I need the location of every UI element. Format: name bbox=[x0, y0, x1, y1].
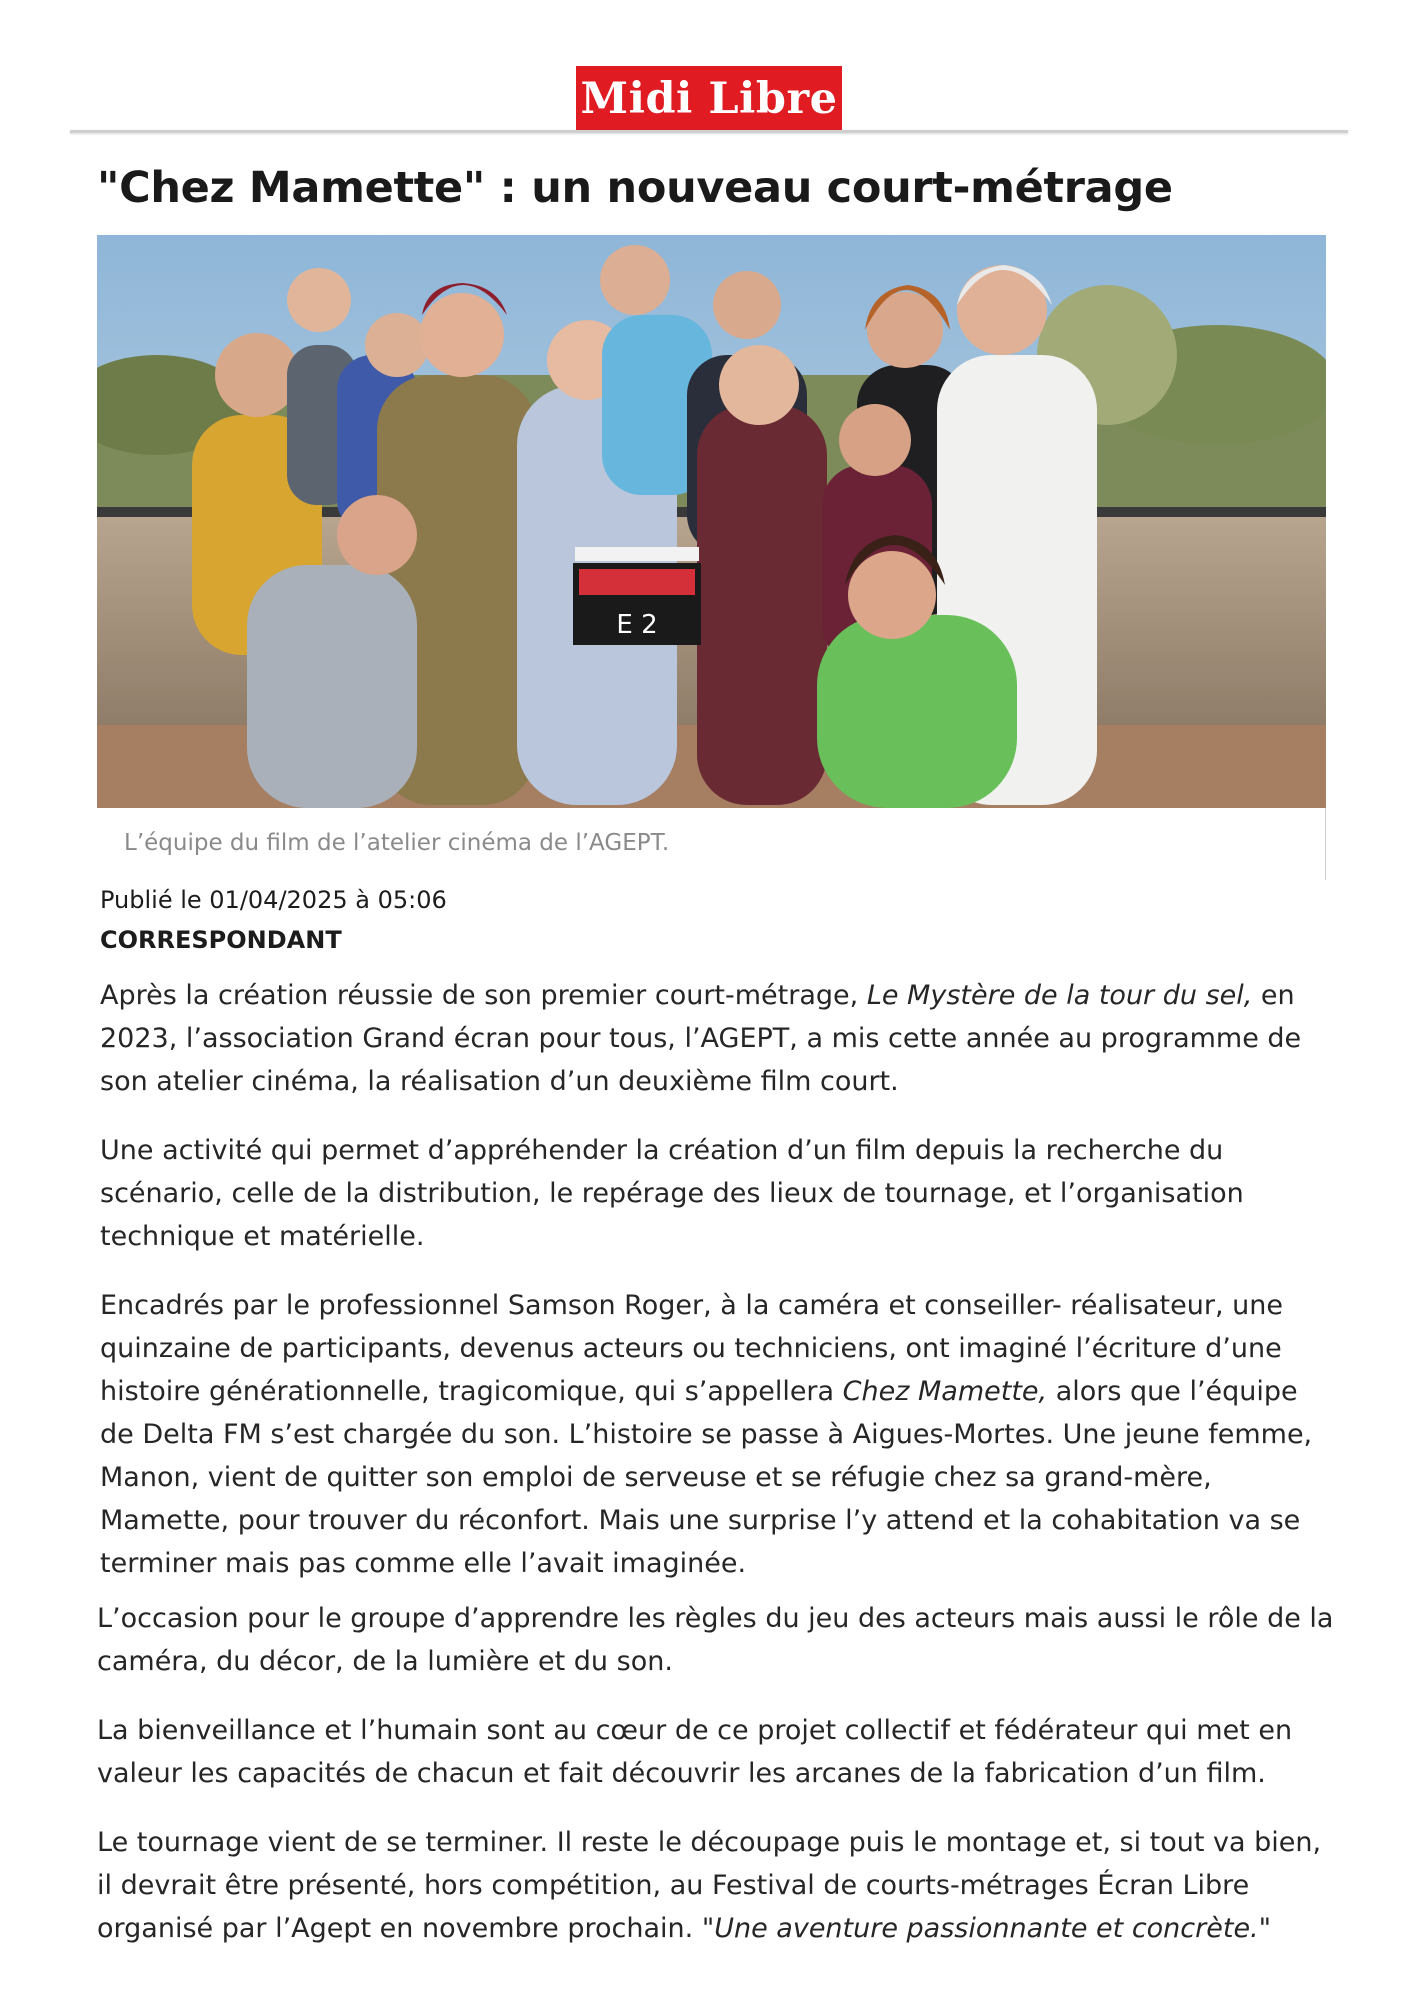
masthead bbox=[0, 0, 1414, 134]
closing-quote: "Une aventure passionnante et concrète." bbox=[701, 1913, 1272, 1944]
group-photo[interactable] bbox=[97, 235, 1326, 808]
film-title-previous: Le Mystère de la tour du sel, bbox=[866, 980, 1253, 1011]
paragraph-3: Encadrés par le professionnel Samson Roger, à la caméra et conseiller- réalisateur, une quinzaine de participants, devenus acteurs ou techniciens, ont imaginé l’écriture d’une histoire générationnelle, tragicomique, qui s’appellera Chez Mamette, alors que l’équipe de Delta FM s’est chargée du son. L’histoire se passe à Aigues-Mortes. Une jeune femme, Manon, vient de quitter son emploi de serveuse et se réfugie chez sa grand-mère, Mamette, pour trouver du réconfort. Mais une surprise l’y attend et la cohabitation va se terminer mais pas comme elle l’avait imaginée. bbox=[100, 1290, 1313, 1579]
clapperboard-label: E 2 bbox=[616, 610, 658, 640]
paragraph-6: Le tournage vient de se terminer. Il reste le découpage puis le montage et, si tout va bien, il devrait être présenté, hors compétition, au Festival de courts-métrages Écran Libre organisé par l’Agept en novembre prochain. "Une aventure passionnante et concrète." bbox=[97, 1827, 1322, 1944]
paragraph-4: L’occasion pour le groupe d’apprendre les règles du jeu des acteurs mais aussi le rôle de la caméra, du décor, de la lumière et du son. bbox=[97, 1603, 1334, 1677]
photo-caption: L’équipe du film de l’atelier cinéma de l’AGEPT. bbox=[124, 830, 670, 856]
paragraph-1: Après la création réussie de son premier court-métrage, Le Mystère de la tour du sel, en 2023, l’association Grand écran pour tous, l’AGEPT, a mis cette année au programme de son atelier cinéma, la réalisation d’un deuxième film court. bbox=[100, 980, 1302, 1097]
article-figure bbox=[97, 235, 1326, 880]
header-divider bbox=[70, 130, 1348, 133]
article-title: "Chez Mamette" : un nouveau court-métrage bbox=[97, 163, 1173, 213]
article-body bbox=[97, 974, 1335, 1976]
caption-box bbox=[97, 808, 1326, 880]
film-title-new: Chez Mamette, bbox=[842, 1376, 1048, 1407]
midi-libre-logo[interactable]: Midi Libre bbox=[576, 66, 842, 132]
paragraph-2: Une activité qui permet d’appréhender la création d’un film depuis la recherche du scénario, celle de la distribution, le repérage des lieux de tournage, et l’organisation technique et matérielle. bbox=[100, 1135, 1244, 1252]
publish-date: Publié le 01/04/2025 à 05:06 bbox=[100, 886, 447, 914]
author-label: CORRESPONDANT bbox=[100, 926, 342, 954]
paragraph-5: La bienveillance et l’humain sont au cœur de ce projet collectif et fédérateur qui met en valeur les capacités de chacun et fait découvrir les arcanes de la fabrication d’un film. bbox=[97, 1715, 1293, 1789]
